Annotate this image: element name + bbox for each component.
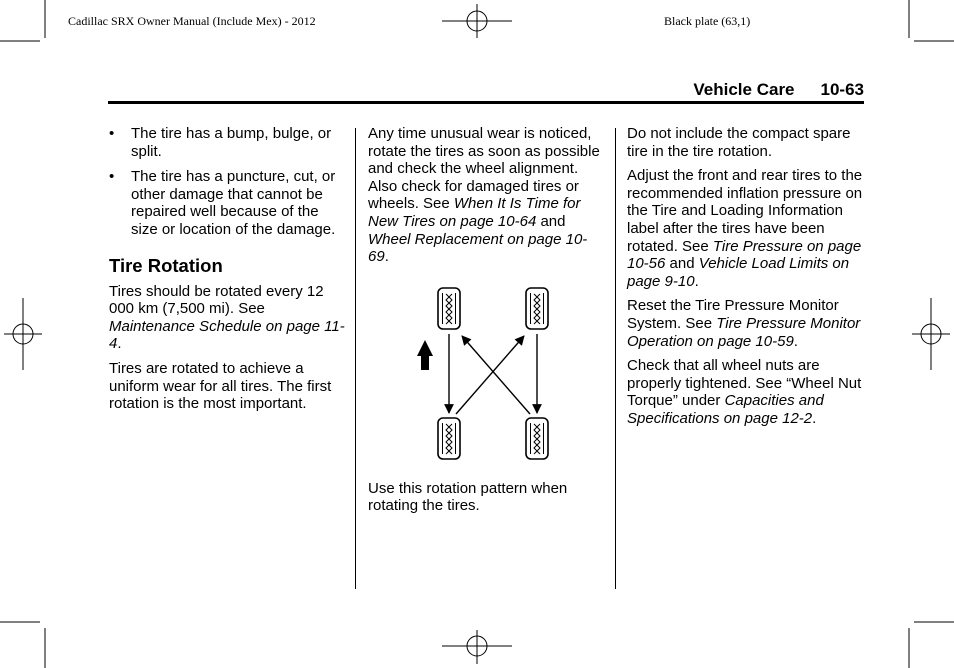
- paragraph: Reset the Tire Pressure Monitor System. See Tire Pressure Monitor Operation on page 10-59.: [627, 297, 861, 350]
- print-header-left: Cadillac SRX Owner Manual (Include Mex) - 2012: [68, 14, 316, 28]
- figure-caption: Use this rotation pattern when rotating the tires.: [368, 479, 568, 515]
- column-divider-1: [355, 128, 356, 589]
- paragraph: Do not include the compact spare tire in the tire rotation.: [627, 125, 851, 160]
- section-title: Vehicle Care: [693, 80, 795, 99]
- bullet: •: [109, 168, 115, 186]
- arrow-rear-left-to-front-right: [456, 336, 524, 414]
- cross-reference: Tire Pressure Monitor Operation on page 10-59: [627, 314, 861, 350]
- paragraph: Any time unusual wear is noticed, rotate the tires as soon as possible and check the wheel alignment. Also check for damaged tires or wheels. See When It Is Time for New Tires on page 10-64 and Wheel Replacement on page 10-69.: [368, 125, 600, 266]
- header-rule: [108, 101, 864, 104]
- cross-reference: When It Is Time for New Tires on page 10-64: [368, 195, 581, 230]
- cross-reference: Maintenance Schedule on page 11-4: [109, 317, 345, 353]
- registration-mark-bottom: [442, 630, 512, 664]
- list-item: • The tire has a bump, bulge, or split.: [109, 125, 332, 160]
- column-3: [627, 125, 867, 435]
- paragraph: Adjust the front and rear tires to the recommended inflation pressure on the Tire and Loading Information label after the tires have been rotated. See Tire Pressure on page 10-56 and Vehicle Load Limits on page 9-10.: [627, 167, 863, 290]
- running-head: [693, 80, 864, 100]
- tire-damage-list: [109, 125, 345, 239]
- print-header-right: Black plate (63,1): [664, 14, 751, 28]
- section-heading: Tire Rotation: [109, 254, 223, 276]
- column-2: [368, 125, 606, 522]
- registration-mark-top: [442, 4, 512, 38]
- registration-mark-right: [912, 298, 950, 370]
- front-direction-arrow: [417, 340, 433, 370]
- bullet: •: [109, 125, 115, 142]
- tire-rotation-diagram: [416, 286, 552, 462]
- rear-right-tire: [526, 418, 548, 459]
- paragraph: Check that all wheel nuts are properly tightened. See “Wheel Nut Torque” under Capacities and Specifications on page 12-2.: [627, 357, 862, 427]
- front-right-tire: [526, 288, 548, 329]
- paragraph: Tires should be rotated every 12 000 km (7,500 mi). See Maintenance Schedule on page 11-4.: [109, 282, 345, 353]
- page-number: 10-63: [820, 80, 864, 99]
- paragraph: Tires are rotated to achieve a uniform wear for all tires. The first rotation is the most important.: [109, 359, 332, 413]
- rear-left-tire: [438, 418, 460, 459]
- cross-reference: Wheel Replacement on page 10-69: [368, 230, 588, 266]
- column-1: [109, 125, 345, 420]
- cross-reference: Vehicle Load Limits on page 9-10: [627, 255, 850, 290]
- list-item: • The tire has a puncture, cut, or other damage that cannot be repaired well because of the size or location of the damage.: [109, 168, 336, 238]
- arrow-rear-right-to-front-left: [462, 336, 530, 414]
- cross-reference: Tire Pressure on page 10-56: [627, 237, 862, 273]
- cross-reference: Capacities and Specifications on page 12-2: [627, 392, 824, 427]
- column-divider-2: [615, 128, 616, 589]
- front-left-tire: [438, 288, 460, 329]
- registration-mark-left: [4, 298, 42, 370]
